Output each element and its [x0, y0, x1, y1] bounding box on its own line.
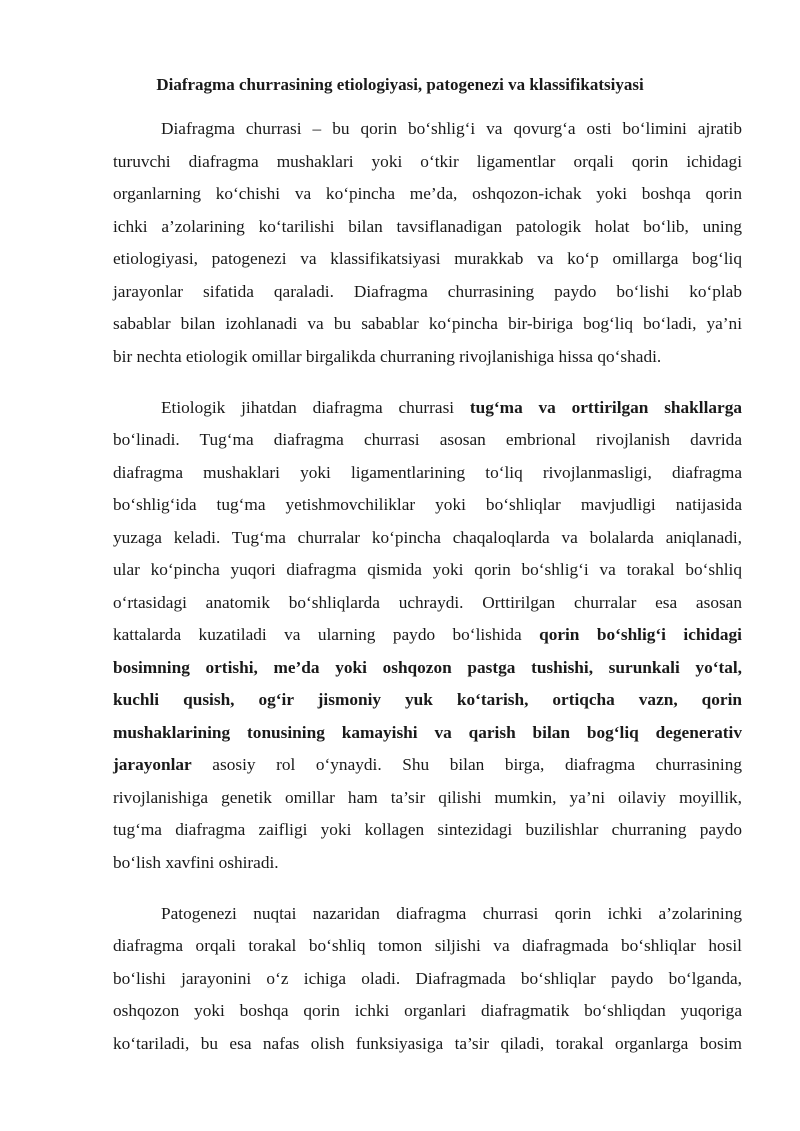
paragraph-2-line: bo‘linadi. Tug‘ma diafragma churrasi asosan embrional rivojlanish davrida	[113, 430, 742, 449]
paragraph-2-line: ular ko‘pincha yuqori diafragma qismida yoki qorin bo‘shlig‘i va torakal bo‘shliq	[113, 560, 742, 579]
paragraph-2-line: yuzaga keladi. Tug‘ma churralar ko‘pincha chaqaloqlarda va bolalarda aniqlanadi,	[113, 528, 742, 547]
paragraph-2-line	[161, 397, 742, 419]
paragraph-2-line: diafragma mushaklari yoki ligamentlarining to‘liq rivojlanmasligi, diafragma	[113, 463, 742, 482]
paragraph-2-line: tug‘ma diafragma zaifligi yoki kollagen sintezidagi buzilishlar churraning paydo	[113, 820, 742, 839]
line-text: Etiologik jihatdan diafragma churrasi	[161, 398, 470, 417]
paragraph-2-line	[113, 722, 742, 744]
bold-text: mushaklarining tonusining kamayishi va qarish bilan bog‘liq degenerativ	[113, 723, 742, 742]
paragraph-2-line: bo‘shlig‘ida tug‘ma yetishmovchiliklar yoki bo‘shliqlar mavjudligi natijasida	[113, 495, 742, 514]
paragraph-1-line: sabablar bilan izohlanadi va bu sabablar ko‘pincha bir-biriga bog‘liq bo‘ladi, ya’ni	[113, 314, 742, 333]
paragraph-1-line: bir nechta etiologik omillar birgalikda churraning rivojlanishiga hissa qo‘shadi.	[113, 347, 662, 366]
paragraph-3-line: bo‘lishi jarayonini o‘z ichiga oladi. Diafragmada bo‘shliqlar paydo bo‘lganda,	[113, 969, 742, 988]
paragraph-3-line: ko‘tariladi, bu esa nafas olish funksiyasiga ta’sir qiladi, torakal organlarga bosim	[113, 1034, 742, 1053]
paragraph-3-line: Patogenezi nuqtai nazaridan diafragma churrasi qorin ichki a’zolarining	[161, 904, 742, 923]
bold-text: tug‘ma va orttirilgan shakllarga	[469, 398, 742, 417]
line-text: asosiy rol o‘ynaydi. Shu bilan birga, diafragma churrasining	[191, 755, 742, 774]
paragraph-1-line: organlarning ko‘chishi va ko‘pincha me’da, oshqozon-ichak yoki boshqa qorin	[113, 184, 742, 203]
bold-text: qorin bo‘shlig‘i ichidagi	[539, 625, 742, 644]
paragraph-2-line: bo‘lish xavfini oshiradi.	[113, 853, 279, 872]
bold-text: kuchli qusish, og‘ir jismoniy yuk ko‘tarish, ortiqcha vazn, qorin	[113, 690, 742, 709]
paragraph-2-line: rivojlanishiga genetik omillar ham ta’sir qilishi mumkin, ya’ni oilaviy moyillik,	[113, 788, 742, 807]
bold-text: bosimning ortishi, me’da yoki oshqozon pastga tushishi, surunkali yo‘tal,	[113, 658, 742, 677]
paragraph-3-line: oshqozon yoki boshqa qorin ichki organlari diafragmatik bo‘shliqdan yuqoriga	[113, 1001, 742, 1020]
paragraph-1-line: jarayonlar sifatida qaraladi. Diafragma churrasining paydo bo‘lishi ko‘plab	[113, 282, 742, 301]
paragraph-1-line: turuvchi diafragma mushaklari yoki o‘tkir ligamentlar orqali qorin ichidagi	[113, 152, 742, 171]
page-title: Diafragma churrasining etiologiyasi, patogenezi va klassifikatsiyasi	[156, 75, 644, 94]
paragraph-2-line: o‘rtasidagi anatomik bo‘shliqlarda uchraydi. Orttirilgan churralar esa asosan	[113, 593, 742, 612]
line-text: kattalarda kuzatiladi va ularning paydo bo‘lishida	[113, 625, 540, 644]
paragraph-2-line	[113, 689, 742, 711]
paragraph-3-line: diafragma orqali torakal bo‘shliq tomon siljishi va diafragmada bo‘shliqlar hosil	[113, 936, 742, 955]
paragraph-1-line: etiologiyasi, patogenezi va klassifikatsiyasi murakkab va ko‘p omillarga bog‘liq	[113, 249, 742, 268]
paragraph-1-line: ichki a’zolarining ko‘tarilishi bilan tavsiflanadigan patologik holat bo‘lib, uning	[113, 217, 742, 236]
paragraph-1-line: Diafragma churrasi – bu qorin bo‘shlig‘i va qovurg‘a osti bo‘limini ajratib	[161, 119, 742, 138]
paragraph-2-line	[113, 657, 742, 679]
paragraph-2-line	[113, 624, 742, 646]
paragraph-2-line	[113, 754, 742, 776]
bold-text: jarayonlar	[113, 755, 192, 774]
